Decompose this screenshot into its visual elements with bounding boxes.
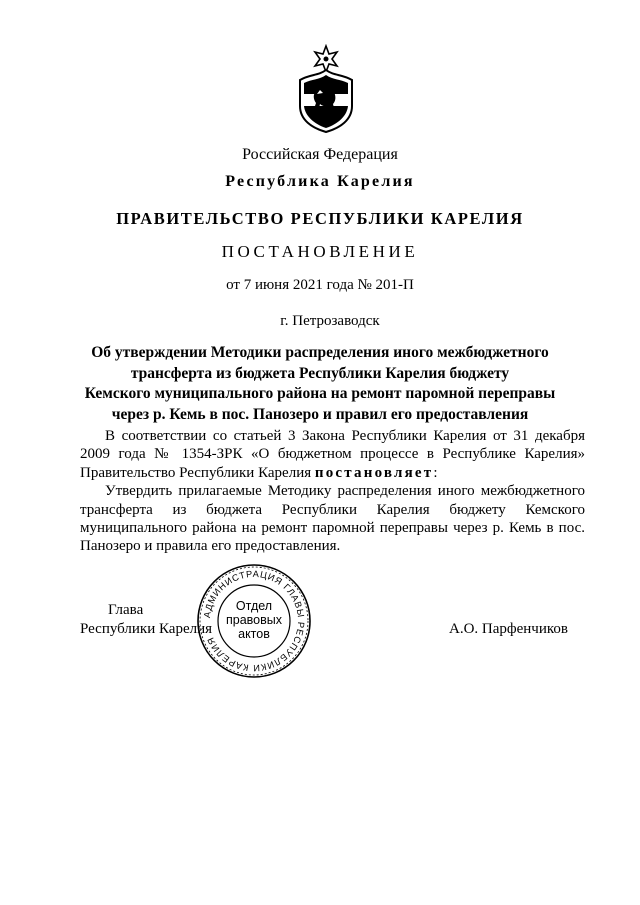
title-line: Кемского муниципального района на ремонт паромной переправы (84, 385, 556, 402)
republic-name: Республика Карелия (225, 173, 415, 190)
para1-end: : (433, 464, 438, 481)
para1-text: В соответствии со статьей 3 Закона Республики Карелия от 31 декабря 2009 года № 1354-ЗРК «О бюджетном процессе в Республике Карелия» Правительство Республики Карелия (80, 428, 585, 481)
signature-position (80, 601, 212, 638)
title-line: Об утверждении Методики распределения иного межбюджетного (91, 344, 549, 361)
round-stamp (194, 561, 314, 681)
signatory-name: А.О. Парфенчиков (449, 621, 568, 637)
position-line-2: Республики Карелия (80, 620, 213, 637)
body-paragraph-2: Утвердить прилагаемые Методику распределения иного межбюджетного трансферта из бюджета Республики Карелия бюджету Кемского муниципального района на ремонт паромной переправы через р. Кемь в пос. Панозеро и правила его предоставления. (80, 483, 585, 555)
para1-emphasis: постановляет (314, 464, 434, 481)
stamp-ring-text: АДМИНИСТРАЦИЯ ГЛАВЫ РЕСПУБЛИКИ КАРЕЛИЯ (202, 568, 307, 674)
position-line-1: Глава (108, 602, 144, 618)
document-type: ПОСТАНОВЛЕНИЕ (221, 242, 419, 261)
country-name: Российская Федерация (242, 146, 398, 163)
document-body (80, 427, 585, 556)
date-number: от 7 июня 2021 года № 201-П (226, 277, 414, 293)
title-line: через р. Кемь в пос. Панозеро и правил его предоставления (111, 405, 529, 423)
body-paragraph-1 (80, 427, 585, 482)
stamp-center-line-1: Отдел (235, 599, 273, 613)
document-title (70, 343, 570, 425)
karelia-coat-of-arms-icon (296, 44, 356, 134)
city: г. Петрозаводск (280, 313, 380, 329)
stamp-center-line-2: правовых (226, 613, 282, 627)
title-line: трансферта из бюджета Республики Карелия бюджету (130, 364, 510, 382)
stamp-center-line-3: актов (238, 627, 270, 641)
government-name: ПРАВИТЕЛЬСТВО РЕСПУБЛИКИ КАРЕЛИЯ (116, 209, 524, 228)
